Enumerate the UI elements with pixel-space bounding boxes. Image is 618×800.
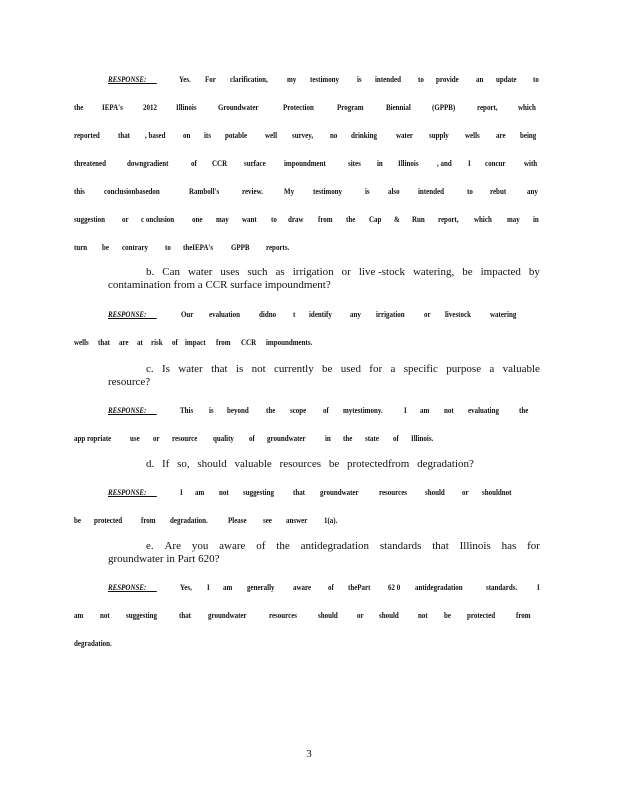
word: to [270, 214, 277, 224]
word: wells [465, 130, 481, 140]
word: which [474, 214, 492, 224]
word: groundwater [207, 610, 247, 620]
word: live -stock [358, 266, 405, 278]
word: turn [74, 242, 88, 252]
word: concur [485, 158, 506, 168]
word: may [215, 214, 229, 224]
question-c-line-1 [108, 363, 540, 376]
word: conclusionbasedon [103, 186, 160, 196]
word: a [489, 363, 495, 375]
word: one [192, 214, 203, 224]
word: in [377, 158, 384, 168]
word: state [365, 433, 380, 443]
word: not [443, 405, 454, 415]
word: am [74, 610, 84, 620]
word: to [466, 186, 473, 196]
word: which [518, 102, 537, 112]
word: testimony [310, 74, 340, 84]
word: also [387, 186, 400, 196]
word: on [182, 130, 191, 140]
word: am [223, 582, 233, 592]
word: the [343, 433, 353, 443]
word: standards [379, 540, 422, 552]
word: any [526, 186, 538, 196]
word: & [394, 214, 401, 224]
word: as [275, 266, 285, 278]
word: drinking [351, 130, 378, 140]
word: the [266, 405, 276, 415]
word: impact [185, 337, 206, 347]
word: report, [476, 102, 498, 112]
word: of [322, 405, 329, 415]
word: impoundment [283, 158, 326, 168]
word: for [527, 540, 540, 552]
word: the [74, 102, 84, 112]
word: antidegradation [415, 582, 463, 592]
word: should [425, 487, 446, 497]
word: downgradient [126, 158, 169, 168]
word: uses [220, 266, 240, 278]
word: If [162, 458, 170, 470]
word: Illinois [459, 540, 491, 552]
word: IEPA's [101, 102, 123, 112]
word: am [195, 487, 205, 497]
response-1-line-2 [74, 102, 540, 112]
response-label: RESPONSE: [108, 405, 157, 415]
word: Program [337, 102, 364, 112]
response-1-line-4 [74, 158, 540, 168]
word: Illinois [176, 102, 197, 112]
word: beyond [227, 405, 249, 415]
word: purpose [446, 363, 482, 375]
question-b [108, 266, 540, 292]
word: to [417, 74, 424, 84]
response-e-line-2 [74, 610, 534, 620]
word: from [140, 515, 156, 525]
word: watering, [412, 266, 455, 278]
word: reports. [265, 242, 289, 252]
word: standards. [486, 582, 518, 592]
question-e [108, 540, 540, 566]
word: Yes, [180, 582, 192, 592]
word: testimony [313, 186, 343, 196]
word: in [325, 433, 331, 443]
word: be [322, 363, 333, 375]
response-c-line-1 [108, 405, 530, 415]
word: be [444, 610, 452, 620]
word: threatened [74, 158, 107, 168]
response-b-line-2 [74, 337, 322, 347]
response-1-line-3 [74, 130, 540, 140]
word: should [379, 610, 399, 620]
word: report, [438, 214, 459, 224]
word: This [180, 405, 194, 415]
word: so, [177, 458, 190, 470]
page-number: 3 [306, 748, 312, 760]
word: For [205, 74, 216, 84]
word: has [501, 540, 517, 552]
response-d-line-2 [74, 515, 340, 525]
word: thePart [347, 582, 371, 592]
word: valuable [502, 363, 540, 375]
word: suggestion [74, 214, 105, 224]
word: currently [274, 363, 314, 375]
word: or [341, 266, 351, 278]
word: groundwater [319, 487, 359, 497]
response-label: RESPONSE: [108, 582, 157, 592]
word: water [395, 130, 413, 140]
word: protected [467, 610, 496, 620]
word: to [164, 242, 171, 252]
word: degradation? [417, 458, 474, 470]
word: not [417, 610, 428, 620]
word: am [419, 405, 429, 415]
word: d. [146, 458, 155, 470]
word: potable [225, 130, 248, 140]
word: mytestimony. [342, 405, 383, 415]
word: CCR [211, 158, 227, 168]
word: protected [94, 515, 123, 525]
word: draw [288, 214, 304, 224]
word: impoundments. [265, 337, 312, 347]
word: that [178, 610, 191, 620]
word: are [495, 130, 506, 140]
question-e-line-2: groundwater in Part 620? [108, 553, 220, 565]
word: surface [243, 158, 266, 168]
word: that [98, 337, 111, 347]
word: be [74, 515, 81, 525]
word: be [101, 242, 109, 252]
word: Biennial [385, 102, 411, 112]
question-b-line-2: contamination from a CCR surface impoundment? [108, 279, 331, 291]
word: risk [150, 337, 163, 347]
word: such [247, 266, 268, 278]
word: use [130, 433, 140, 443]
word: degradation. [74, 638, 112, 648]
word: 1(a). [323, 515, 337, 525]
word: Yes. [179, 74, 191, 84]
word: of [327, 582, 334, 592]
word: I [179, 487, 183, 497]
word: review. [242, 186, 264, 196]
word: , based [145, 130, 166, 140]
question-c [108, 363, 540, 389]
word: c onclusion [141, 214, 175, 224]
word: reported [74, 130, 100, 140]
word: see [262, 515, 272, 525]
word: should [197, 458, 227, 470]
word: or [424, 309, 431, 319]
word: update [496, 74, 517, 84]
word: GPPB [231, 242, 250, 252]
word: clarification, [229, 74, 268, 84]
word: Cap [368, 214, 381, 224]
word: identify [309, 309, 332, 319]
word: or [152, 433, 160, 443]
word: that [211, 363, 228, 375]
word: by [528, 266, 540, 278]
word: resources [269, 610, 298, 620]
question-b-line-1 [108, 266, 540, 279]
word: this [74, 186, 85, 196]
word: I [536, 582, 540, 592]
word: well [264, 130, 277, 140]
word: not [218, 487, 229, 497]
word: suggesting [242, 487, 274, 497]
word: water [187, 266, 213, 278]
response-label: RESPONSE: [108, 309, 157, 319]
word: Ramboll's [188, 186, 219, 196]
word: Are [164, 540, 181, 552]
word: to [532, 74, 539, 84]
word: Is [161, 363, 170, 375]
word: Illinois. [410, 433, 434, 443]
word: should [318, 610, 338, 620]
word: My [284, 186, 295, 196]
word: a [390, 363, 396, 375]
word: used [340, 363, 361, 375]
question-d-line-1 [108, 458, 474, 471]
word: contrary [121, 242, 148, 252]
response-1-line-7 [74, 242, 294, 252]
word: I [207, 582, 210, 592]
word: that [432, 540, 449, 552]
word: provide [436, 74, 460, 84]
word: Illinois [398, 158, 419, 168]
word: impacted [480, 266, 521, 278]
word: not [251, 363, 266, 375]
response-1-line-6 [74, 214, 540, 224]
word: 2012 [143, 102, 158, 112]
word: resources [379, 487, 408, 497]
word: didno [259, 309, 277, 319]
word: Groundwater [217, 102, 259, 112]
word: in [532, 214, 539, 224]
word: or [461, 487, 469, 497]
word: is [208, 405, 214, 415]
word: shouldnot [481, 487, 512, 497]
word: generally [247, 582, 275, 592]
word: evaluation [208, 309, 240, 319]
word: wells [74, 337, 89, 347]
word: I [403, 405, 407, 415]
word: of [171, 337, 178, 347]
word: theIEPA's [183, 242, 214, 252]
word: Our [180, 309, 193, 319]
response-label: RESPONSE: [108, 74, 157, 84]
word: antidegradation [300, 540, 370, 552]
response-1-line-1 [108, 74, 540, 84]
word: the [518, 405, 528, 415]
word: watering [489, 309, 517, 319]
word: or [122, 214, 130, 224]
word: from [516, 610, 531, 620]
word: the [276, 540, 290, 552]
word: the [346, 214, 356, 224]
word: water [178, 363, 203, 375]
word: e. [146, 540, 154, 552]
question-d [108, 458, 540, 471]
word: of [190, 158, 197, 168]
word: rebut [490, 186, 507, 196]
word: 62 0 [387, 582, 400, 592]
word: irrigation [376, 309, 405, 319]
word: is [235, 363, 244, 375]
word: , and [436, 158, 452, 168]
word: of [256, 540, 266, 552]
word: at [137, 337, 144, 347]
word: with [523, 158, 538, 168]
question-c-line-2: resource? [108, 376, 151, 388]
word: resources [279, 458, 322, 470]
word: is [365, 186, 370, 196]
word: aware [219, 540, 246, 552]
word: want [242, 214, 257, 224]
word: you [191, 540, 209, 552]
word: Protection [283, 102, 315, 112]
word: be [328, 458, 340, 470]
word: Can [162, 266, 180, 278]
word: or [356, 610, 364, 620]
word: evaluating [468, 405, 500, 415]
word: may [506, 214, 520, 224]
word: c. [146, 363, 154, 375]
word: being [520, 130, 537, 140]
word: of [249, 433, 256, 443]
word: is [357, 74, 362, 84]
word: any [349, 309, 361, 319]
word: are [119, 337, 129, 347]
word: livestock [445, 309, 472, 319]
word: be [462, 266, 473, 278]
response-b-line-1 [108, 309, 522, 319]
word: scope [290, 405, 307, 415]
word: aware [293, 582, 312, 592]
response-d-line-1 [108, 487, 518, 497]
question-e-line-1 [108, 540, 540, 553]
word: that [117, 130, 130, 140]
word: from [216, 337, 232, 347]
word: I [468, 158, 472, 168]
word: irrigation [292, 266, 334, 278]
response-e-line-1 [108, 582, 540, 592]
response-label: RESPONSE: [108, 487, 157, 497]
word: groundwater [267, 433, 306, 443]
word: suggesting [126, 610, 158, 620]
word: Please [228, 515, 247, 525]
word: b. [146, 266, 155, 278]
word: no [329, 130, 338, 140]
word: degradation. [170, 515, 209, 525]
word: CCR [240, 337, 256, 347]
word: an [475, 74, 484, 84]
word: quality [213, 433, 235, 443]
word: intended [374, 74, 401, 84]
word: for [369, 363, 383, 375]
word: Run [412, 214, 425, 224]
word: supply [428, 130, 449, 140]
word: specific [403, 363, 438, 375]
word: my [287, 74, 297, 84]
word: of [392, 433, 399, 443]
response-e-line-3 [74, 638, 134, 648]
word: intended [418, 186, 445, 196]
word: protectedfrom [347, 458, 410, 470]
word: that [292, 487, 305, 497]
word: from [318, 214, 333, 224]
word: t [293, 309, 296, 319]
word: its [204, 130, 212, 140]
word: (GPPB) [432, 102, 456, 112]
word: valuable [234, 458, 272, 470]
word: resource [171, 433, 197, 443]
word: survey, [291, 130, 313, 140]
word: not [99, 610, 110, 620]
response-1-line-5 [74, 186, 540, 196]
response-c-line-2 [74, 433, 438, 443]
word: sites [348, 158, 361, 168]
word: app ropriate [74, 433, 112, 443]
word: answer [285, 515, 308, 525]
